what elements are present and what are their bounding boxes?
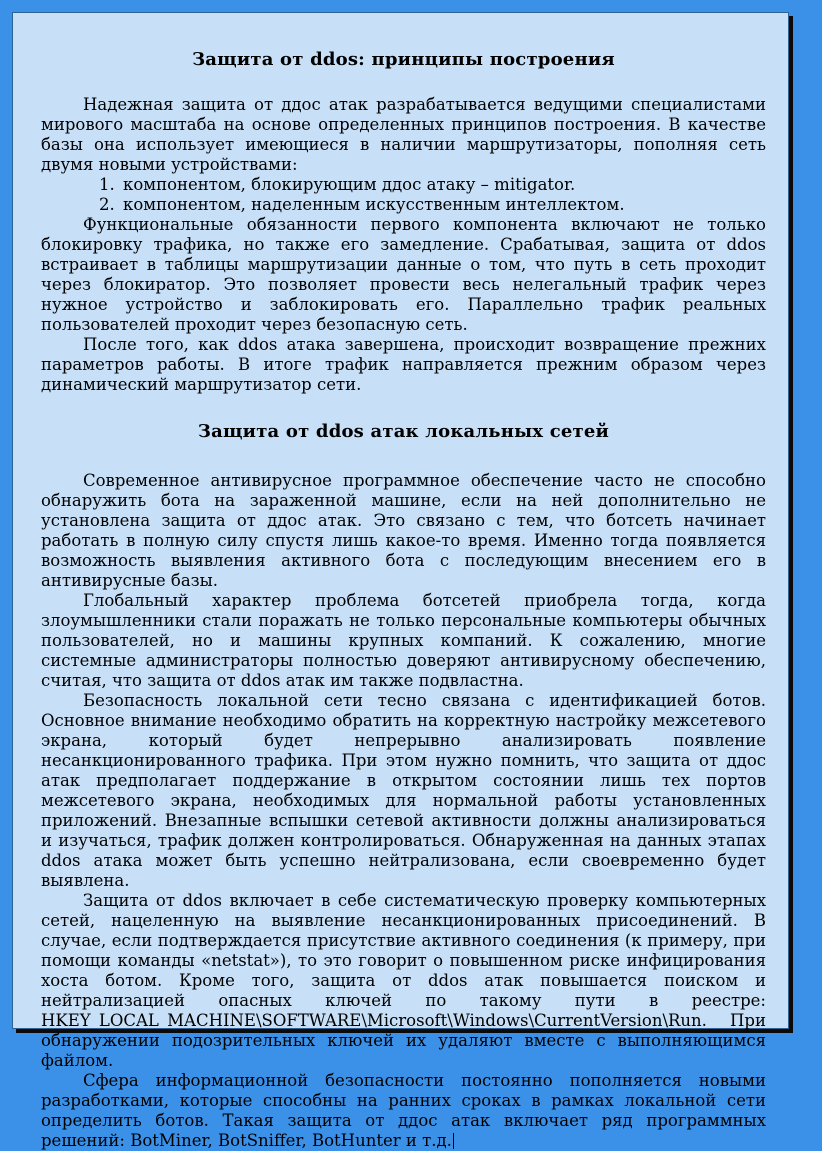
paragraph-intro: Надежная защита от ддос атак разрабатывается ведущими специалистами мирового масштаба на основе определенных принципов построения. В качестве базы она использует имеющиеся в наличии маршрутизаторы, пополняя сеть двумя новыми устройствами: bbox=[41, 95, 766, 174]
list-marker: 2. bbox=[99, 195, 115, 214]
heading-local-networks: Защита от ddos атак локальных сетей bbox=[197, 421, 610, 442]
list-item-text: компонентом, блокирующим ддос атаку – mitigator. bbox=[123, 175, 576, 194]
list-item-text: компонентом, наделенным искусственным интеллектом. bbox=[123, 195, 625, 214]
document-page[interactable] bbox=[12, 12, 789, 1150]
text-cursor bbox=[453, 1133, 455, 1149]
numbered-list bbox=[41, 175, 766, 215]
heading-ddos-principles: Защита от ddos: принципы построения bbox=[192, 49, 615, 70]
paragraph-functional-duties: Функциональные обязанности первого компонента включают не только блокировку трафика, но также его замедление. Срабатывая, защита от ddos встраивает в таблицы маршрутизации данные о том, что путь в сеть проходит через блокиратор. Это позволяет провести весь нелегальный трафик через нужное устройство и заблокировать его. Параллельно трафик реальных пользователей проходит через безопасную сеть. bbox=[41, 215, 766, 334]
paragraph-botnets-global: Глобальный характер проблема ботсетей приобрела тогда, когда злоумышленники стали поражать не только персональные компьютеры обычных пользователей, но и машины крупных компаний. К сожалению, многие системные администраторы полностью доверяют антивирусному обеспечению, считая, что защита от ddos атак им также подвластна. bbox=[41, 591, 766, 690]
paragraph-network-check: Защита от ddos включает в себе систематическую проверку компьютерных сетей, нацеленную на выявление несанкционированных присоединений. В случае, если подтверждается присутствие активного соединения (к примеру, при помощи команды «netstat»), то это говорит о повышенном риске инфицирования хоста ботом. Кроме того, защита от ddos атак повышается поиском и нейтрализацией опасных ключей по такому пути в реестре: HKEY_LOCAL_MACHINE\SOFTWARE\Microsoft\Windows\CurrentVersion\Run. При обнаружении подозрительных ключей их удаляют вместе с выполняющимся файлом. bbox=[41, 891, 766, 1070]
list-item-2 bbox=[99, 195, 766, 215]
paragraph-lan-security: Безопасность локальной сети тесно связана с идентификацией ботов. Основное внимание необходимо обратить на корректную настройку межсетевого экрана, который будет непрерывно анализировать появление несанкционированного трафика. При этом нужно помнить, что защита от ддос атак предполагает поддержание в открытом состоянии лишь тех портов межсетевого экрана, необходимых для нормальной работы установленных приложений. Внезапные вспышки сетевой активности должны анализироваться и изучаться, трафик должен контролироваться. Обнаруженная на данных этапах ddos атака может быть успешно нейтрализована, если своевременно будет выявлена. bbox=[41, 691, 766, 890]
paragraph-antivirus: Современное антивирусное программное обеспечение часто не способно обнаружить бота на зараженной машине, если на ней дополнительно не установлена защита от ддос атак. Это связано с тем, что ботсеть начинает работать в полную силу спустя лишь какое-то время. Именно тогда появляется возможность выявления активного бота с последующим внесением его в антивирусные базы. bbox=[41, 471, 766, 590]
paragraph-closing bbox=[41, 1071, 766, 1151]
list-item-1 bbox=[99, 175, 766, 195]
list-marker: 1. bbox=[99, 175, 115, 194]
paragraph-closing-text: Сфера информационной безопасности постоянно пополняется новыми разработками, которые способны на ранних сроках в рамках локальной сети определить ботов. Такая защита от ддос атак включает ряд программных решений: BotMiner, BotSniffer, BotHunter и т.д. bbox=[41, 1071, 766, 1150]
paragraph-after-attack: После того, как ddos атака завершена, происходит возвращение прежних параметров работы. В итоге трафик направляется прежним образом через динамический маршрутизатор сети. bbox=[41, 335, 766, 394]
